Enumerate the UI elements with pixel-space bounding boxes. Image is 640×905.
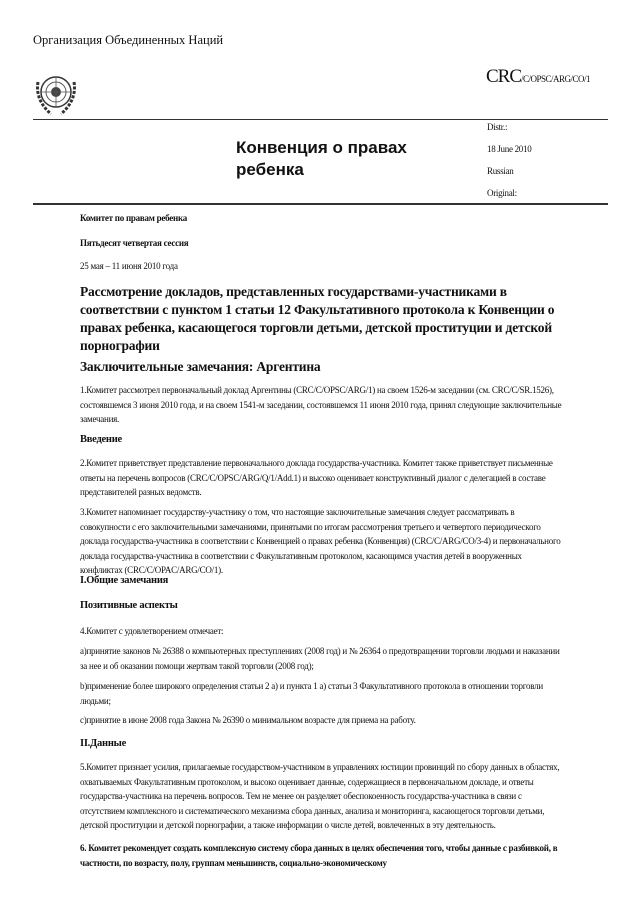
positive-aspects-heading: Позитивные аспекты — [80, 600, 178, 611]
document-date: 18 June 2010 — [487, 144, 532, 154]
header-rule — [33, 119, 608, 120]
document-language: Russian — [487, 166, 514, 176]
section-1-heading: I.Общие замечания — [80, 575, 169, 586]
sub-heading: Заключительные замечания: Аргентина — [80, 359, 321, 374]
main-heading: Рассмотрение докладов, представленных государствами-участниками в соответствии с пунктом 1 статьи 12 Факультативного протокола к Конвенции о правах ребенка, касающегося торговли детьми, детской проституции и детской порнографии — [80, 284, 555, 353]
original-label: Original: — [487, 188, 517, 198]
section-2-heading: II.Данные — [80, 738, 126, 749]
session-name: Пятьдесят четвертая сессия — [80, 238, 189, 248]
document-title: Конвенция о правах ребенка — [236, 138, 407, 179]
paragraph-4c: c)принятие в июне 2008 года Закона № 26390 о минимальном возрасте для приема на работу. — [80, 715, 416, 725]
paragraph-4a: a)принятие законов № 26388 о компьютерных преступлениях (2008 год) и № 26364 о предотвращении торговли людьми и наказании за нее и об оказании помощи жертвам такой торговли (2008 год); — [80, 646, 560, 671]
distribution-label: Distr.: — [487, 122, 508, 132]
intro-heading: Введение — [80, 434, 122, 445]
paragraph-4b: b)применение более широкого определения статьи 2 а) и пункта 1 а) статьи 3 Факультативного протокола в отношении торговли людьми; — [80, 681, 543, 706]
paragraph-1: 1.Комитет рассмотрел первоначальный доклад Аргентины (CRC/C/OPSC/ARG/1) на своем 1526-м заседании (см. CRC/C/SR.1526), состоявшемся 3 июня 2010 года, и на своем 1541-м заседании, состоявшемся 11 июня 2010 года, принял следующие заключительные замечания. — [80, 385, 562, 424]
session-dates: 25 мая – 11 июня 2010 года — [80, 261, 178, 271]
paragraph-3: 3.Комитет напоминает государству-участнику о том, что настоящие заключительные замечания следует рассматривать в совокупности с его заключительными замечаниями, принятыми по итогам рассмотрения третьего и четвертого периодического доклада государства-участника в соответствии с Конвенцией о правах ребенка (Конвенция) (CRC/C/ARG/CO/3-4) и первоначального доклада государства-участника в соответствии с Факультативным протоколом, касающимся участия детей в вооруженных конфликтах (CRC/C/OPAC/ARG/CO/1). — [80, 507, 561, 575]
document-symbol — [486, 66, 590, 88]
symbol-main: CRC — [486, 66, 522, 87]
paragraph-2: 2.Комитет приветствует представление первоначального доклада государства-участника. Комитет также приветствует письменные ответы на перечень вопросов (CRC/C/OPSC/ARG/Q/1/Add.1) и высоко оценивает конструктивный диалог с делегацией в составе представителей разных ведомств. — [80, 458, 553, 497]
title-rule — [33, 203, 608, 205]
paragraph-5: 5.Комитет признает усилия, прилагаемые государством-участником в управлениях юстиции провинций по сбору данных в областях, охватываемых Факультативным протоколом, и высоко оценивает данные, содержащиеся в первоначальном докладе, и ответы государства-участника на перечень вопросов. Тем не менее он разделяет обеспокоенность государства-участника в связи с отсутствием комплексного и систематического механизма сбора данных, анализа и мониторинга, касающегося торговли детьми, детской проституции и детской порнографии, а также информации о числе детей, вовлеченных в эту деятельность. — [80, 762, 560, 830]
un-emblem-icon — [33, 70, 79, 118]
committee-name: Комитет по правам ребенка — [80, 213, 188, 223]
paragraph-4: 4.Комитет с удовлетворением отмечает: — [80, 626, 224, 636]
organization-name: Организация Объединенных Наций — [33, 33, 224, 47]
symbol-suffix: /C/OPSC/ARG/CO/1 — [521, 74, 591, 84]
paragraph-6: 6. Комитет рекомендует создать комплексную систему сбора данных в целях обеспечения того, чтобы данные с разбивкой, в частности, по возрасту, полу, группам меньшинств, социально-экономическому — [80, 843, 558, 868]
